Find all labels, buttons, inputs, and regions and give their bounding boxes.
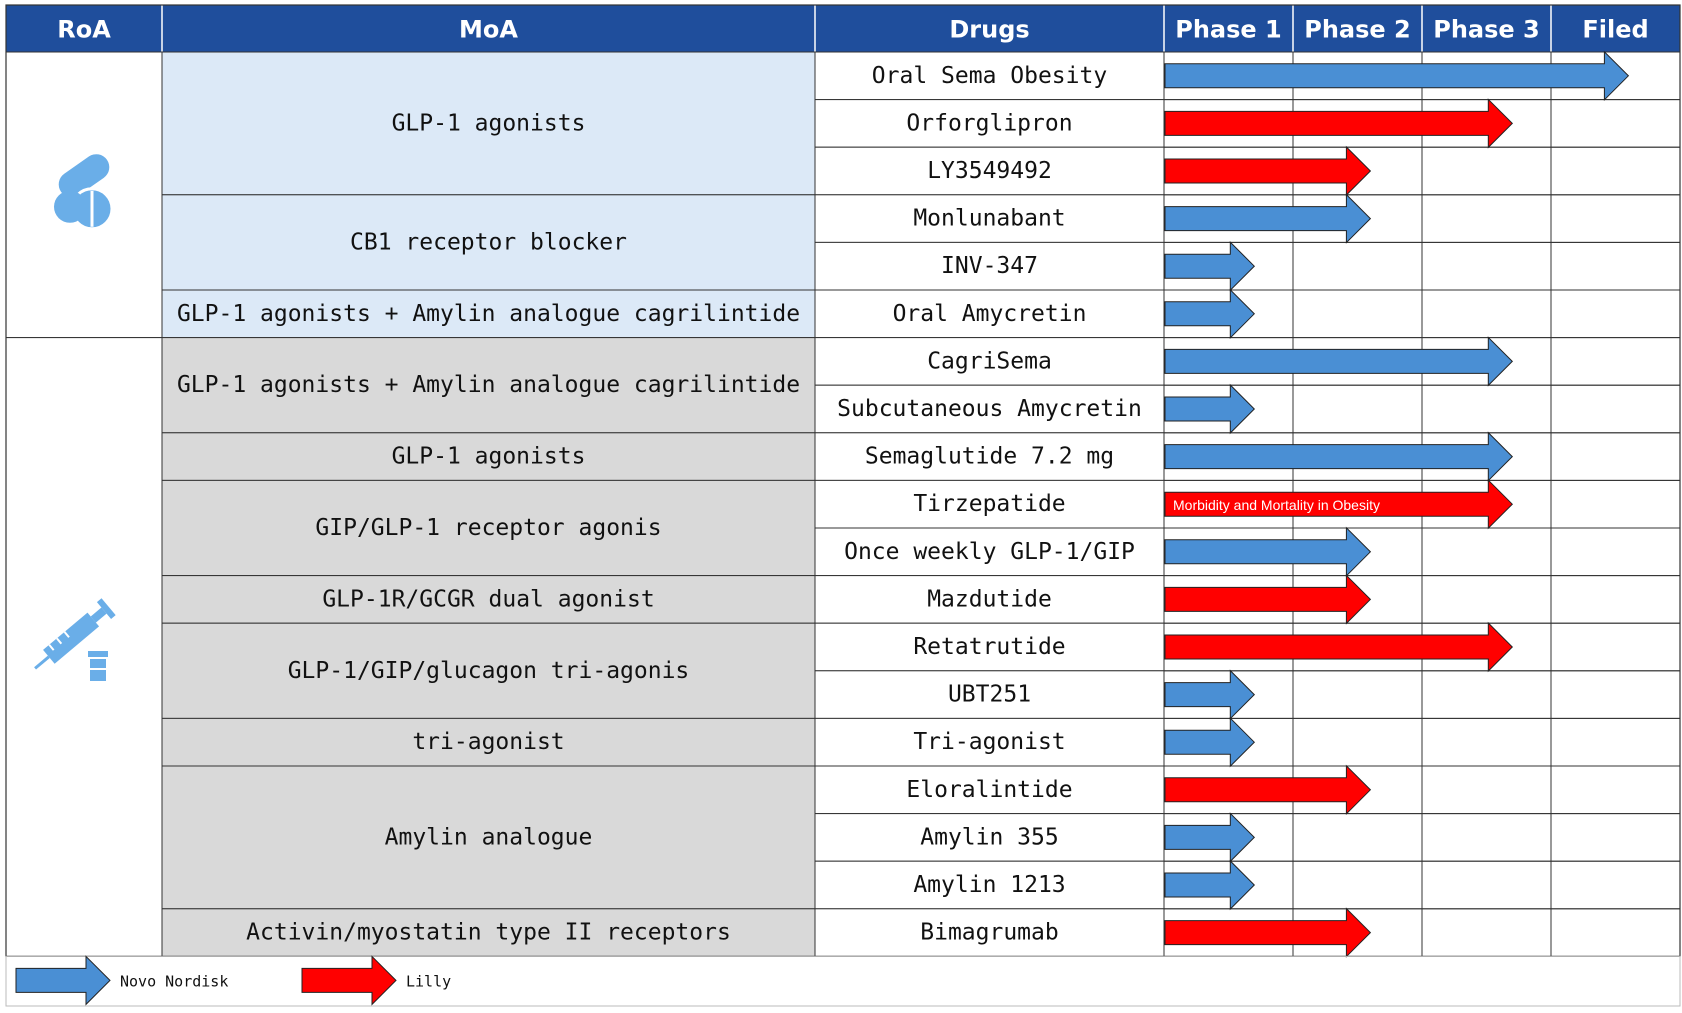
progress-arrow	[1165, 861, 1254, 909]
progress-arrow	[1165, 766, 1370, 814]
progress-arrow	[1165, 718, 1254, 766]
legend-arrow	[16, 956, 110, 1004]
drug-label: Monlunabant	[913, 205, 1066, 232]
header-moa: MoA	[459, 15, 518, 44]
drug-label: Amylin 355	[920, 824, 1059, 851]
moa-label: GLP-1R/GCGR dual agonist	[322, 586, 655, 613]
phase-cell	[1551, 766, 1680, 814]
drug-label: Tirzepatide	[913, 491, 1066, 518]
phase-cell	[1293, 814, 1422, 862]
moa-label: GLP-1 agonists	[391, 110, 586, 137]
phase-cell	[1551, 338, 1680, 386]
drug-label: LY3549492	[927, 158, 1052, 184]
phase-cell	[1293, 718, 1422, 766]
moa-label: GLP-1 agonists + Amylin analogue cagrilintide	[176, 300, 801, 327]
phase-cell	[1551, 718, 1680, 766]
phase-cell	[1422, 528, 1551, 576]
arrow-annotation: Morbidity and Mortality in Obesity	[1173, 497, 1380, 514]
header-roa: RoA	[57, 15, 111, 44]
moa-label: CB1 receptor blocker	[350, 229, 627, 256]
moa-label: GLP-1/GIP/glucagon tri-agonis	[287, 657, 690, 684]
legend-frame	[6, 956, 1680, 1006]
phase-cell	[1422, 861, 1551, 909]
phase-cell	[1551, 290, 1680, 338]
phase-cell	[1422, 576, 1551, 624]
moa-label: Activin/myostatin type II receptors	[246, 919, 731, 946]
header-phase-1: Phase 1	[1175, 15, 1282, 44]
drug-label: Mazdutide	[927, 586, 1052, 613]
phase-cell	[1293, 385, 1422, 433]
progress-arrow	[1165, 813, 1254, 861]
drug-label: CagriSema	[927, 348, 1052, 375]
phase-cell	[1551, 433, 1680, 481]
progress-arrow	[1165, 671, 1254, 719]
phase-cell	[1422, 385, 1551, 433]
drug-label: INV-347	[941, 253, 1038, 280]
phase-cell	[1551, 100, 1680, 148]
drug-label: Amylin 1213	[913, 872, 1066, 898]
phase-cell	[1551, 480, 1680, 528]
drug-label: Retatrutide	[913, 634, 1066, 660]
progress-arrow	[1165, 195, 1370, 243]
progress-arrow	[1165, 337, 1512, 385]
drug-label: Oral Sema Obesity	[871, 62, 1108, 89]
phase-cell	[1551, 242, 1680, 290]
phase-cell	[1551, 385, 1680, 433]
phase-cell	[1422, 147, 1551, 195]
phase-cell	[1422, 195, 1551, 243]
progress-arrow	[1165, 433, 1512, 481]
phase-cell	[1551, 147, 1680, 195]
legend-label: Lilly	[406, 972, 452, 991]
legend-arrow	[302, 956, 396, 1004]
drug-label: Once weekly GLP-1/GIP	[844, 538, 1135, 565]
progress-arrow	[1165, 909, 1370, 957]
phase-cell	[1551, 528, 1680, 576]
phase-cell	[1422, 766, 1551, 814]
header-band	[6, 5, 1680, 52]
phase-cell	[1422, 242, 1551, 290]
progress-arrow	[1165, 147, 1370, 195]
phase-cell	[1551, 623, 1680, 671]
phase-cell	[1422, 909, 1551, 957]
progress-arrow	[1165, 623, 1512, 671]
progress-arrow	[1165, 242, 1254, 290]
phase-cell	[1551, 814, 1680, 862]
header-phase-3: Phase 3	[1433, 15, 1540, 44]
phase-cell	[1422, 290, 1551, 338]
moa-label: GLP-1 agonists	[391, 443, 586, 470]
progress-arrow	[1165, 290, 1254, 338]
legend-label: Novo Nordisk	[120, 972, 229, 991]
moa-label: Amylin analogue	[384, 824, 593, 851]
drug-label: Bimagrumab	[920, 919, 1059, 946]
phase-cell	[1551, 671, 1680, 719]
roa-cell	[6, 338, 162, 957]
progress-arrow	[1165, 52, 1628, 100]
phase-cell	[1293, 290, 1422, 338]
phase-cell	[1293, 861, 1422, 909]
drug-label: Semaglutide 7.2 mg	[864, 443, 1115, 470]
drug-label: Tri-agonist	[913, 729, 1066, 756]
progress-arrow	[1165, 99, 1512, 147]
header-drugs: Drugs	[949, 15, 1030, 44]
moa-label: tri-agonist	[412, 729, 565, 756]
moa-label: GLP-1 agonists + Amylin analogue cagrilintide	[176, 372, 801, 399]
drug-label: Eloralintide	[906, 776, 1073, 803]
header-phase-2: Phase 2	[1304, 15, 1411, 44]
phase-cell	[1551, 195, 1680, 243]
phase-cell	[1422, 671, 1551, 719]
phase-cell	[1293, 671, 1422, 719]
drug-label: Oral Amycretin	[892, 300, 1087, 327]
phase-cell	[1551, 909, 1680, 957]
phase-cell	[1422, 718, 1551, 766]
progress-arrow	[1165, 385, 1254, 433]
phase-cell	[1551, 861, 1680, 909]
drug-label: Orforglipron	[906, 110, 1073, 137]
progress-arrow	[1165, 575, 1370, 623]
phase-cell	[1551, 576, 1680, 624]
drug-label: Subcutaneous Amycretin	[837, 396, 1142, 422]
drug-label: UBT251	[947, 681, 1032, 708]
phase-cell	[1293, 242, 1422, 290]
phase-cell	[1422, 814, 1551, 862]
moa-label: GIP/GLP-1 receptor agonis	[315, 515, 662, 541]
progress-arrow	[1165, 528, 1370, 576]
header-phase-4: Filed	[1582, 15, 1649, 44]
